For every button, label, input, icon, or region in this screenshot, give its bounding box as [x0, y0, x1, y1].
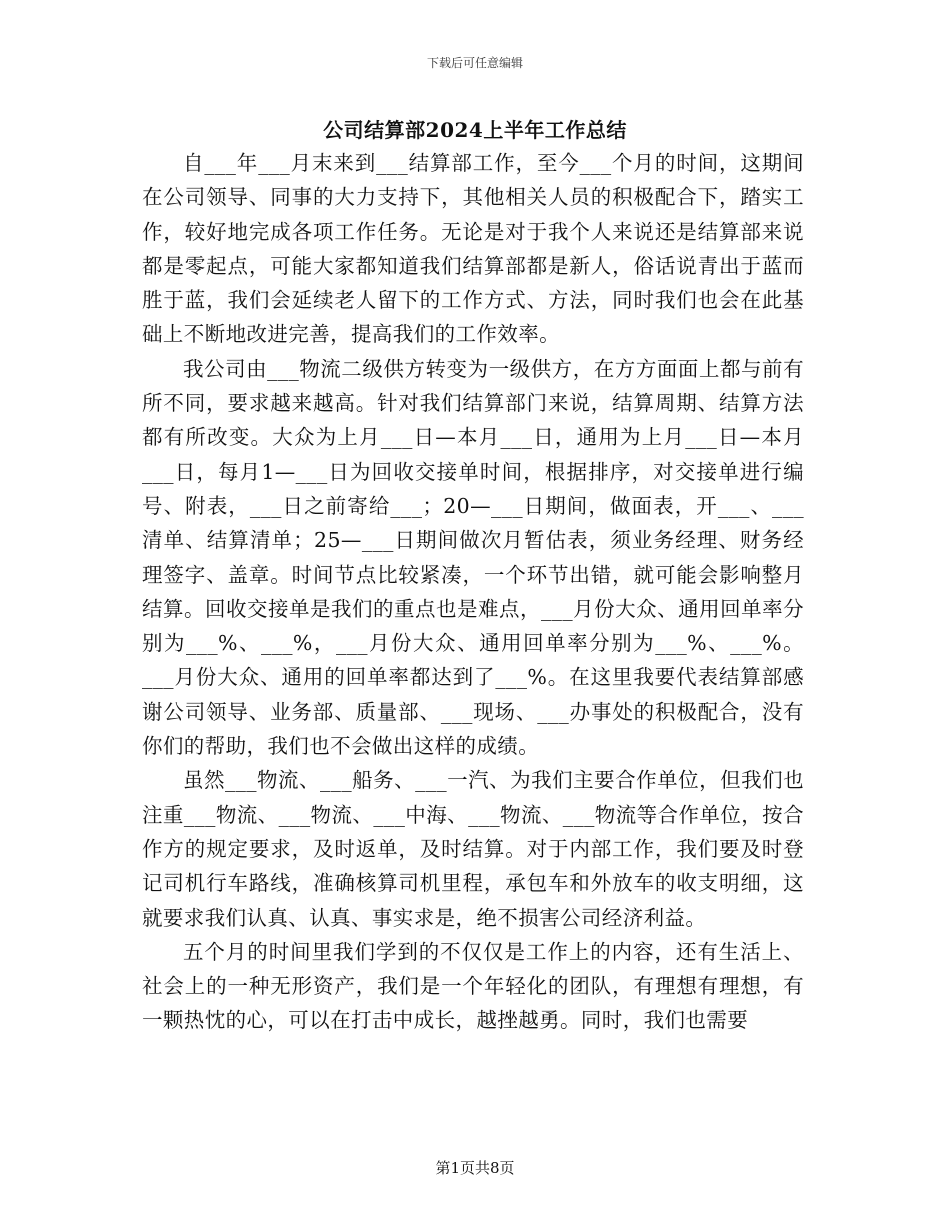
paragraph-4: 五个月的时间里我们学到的不仅仅是工作上的内容，还有生活上、社会上的一种无形资产，我们是一个年轻化的团队，有理想有理想，有一颗热忱的心，可以在打击中成长，越挫越勇。同时，我们也需要 — [142, 939, 804, 1033]
paragraph-3: 虽然___物流、___船务、___一汽、为我们主要合作单位，但我们也注重___物流、___物流、___中海、___物流、___物流等合作单位，按合作方的规定要求，及时返单，及时结算。对于内部工作，我们要及时登记司机行车路线，准确核算司机里程，承包车和外放车的收支明细，这就要求我们认真、认真、事实求是，绝不损害公司经济利益。 — [142, 768, 804, 930]
paragraph-1: 自___年___月末来到___结算部工作，至今___个月的时间，这期间在公司领导、同事的大力支持下，其他相关人员的积极配合下，踏实工作，较好地完成各项工作任务。无论是对于我个人来说还是结算部来说都是零起点，可能大家都知道我们结算部都是新人，俗话说青出于蓝而胜于蓝，我们会延续老人留下的工作方式、方法，同时我们也会在此基础上不断地改进完善，提高我们的工作效率。 — [142, 151, 804, 347]
header-note: 下载后可任意编辑 — [426, 56, 523, 70]
paragraph-2: 我公司由___物流二级供方转变为一级供方，在方方面面上都与前有所不同，要求越来越高。针对我们结算部门来说，结算周期、结算方法都有所改变。大众为上月___日—本月___日，通用为上月___日—本月___日，每月1—___日为回收交接单时间，根据排序，对交接单进行编号、附表，___日之前寄给___；20—___日期间，做面表，开___、___清单、结算清单；25—___日期间做次月暂估表，须业务经理、财务经理签字、盖章。时间节点比较紧凑，一个环节出错，就可能会影响整月结算。回收交接单是我们的重点也是难点，___月份大众、通用回单率分别为___%、___%，___月份大众、通用回单率分别为___%、___%。___月份大众、通用的回单率都达到了___%。在这里我要代表结算部感谢公司领导、业务部、质量部、___现场、___办事处的积极配合，没有你们的帮助，我们也不会做出这样的成绩。 — [142, 356, 804, 759]
page-number-footer: 第1页共8页 — [435, 1159, 515, 1177]
document-body — [142, 146, 804, 1038]
document-title: 公司结算部2024上半年工作总结 — [323, 118, 627, 142]
